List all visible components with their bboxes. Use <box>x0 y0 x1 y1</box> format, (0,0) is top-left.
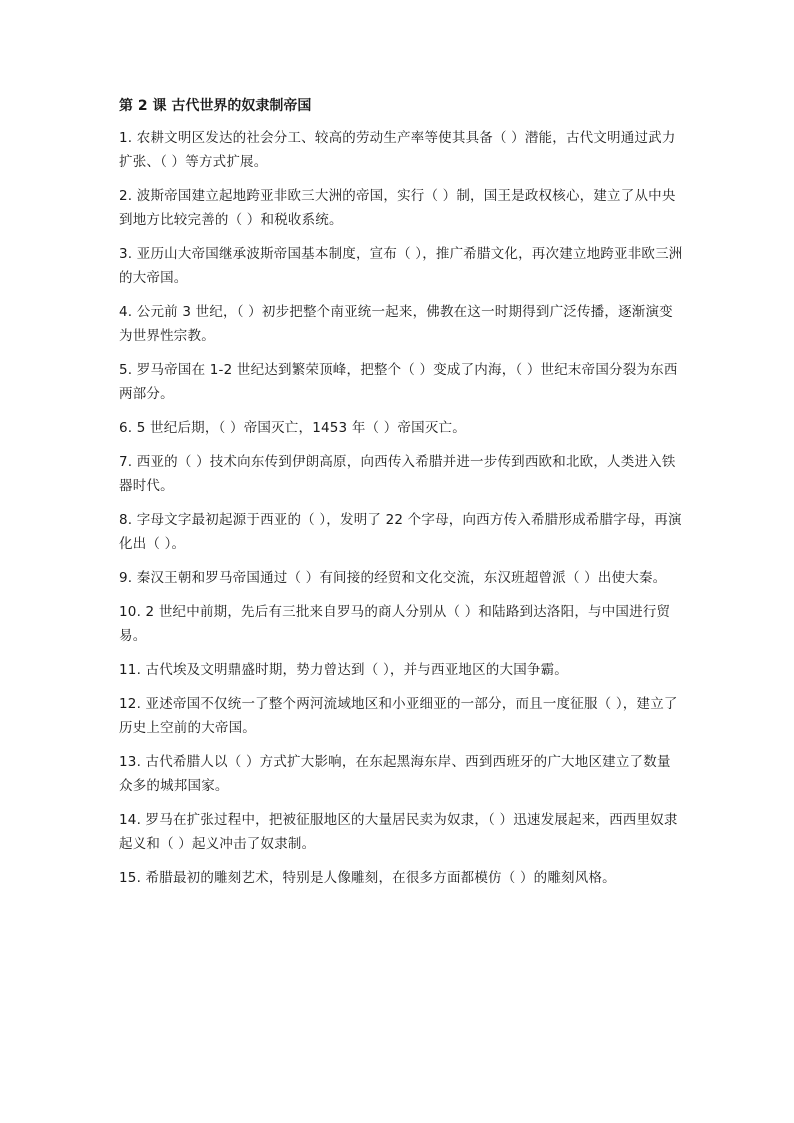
lesson-title: 第 2 课 古代世界的奴隶制帝国 <box>119 98 312 114</box>
question-7: 7. 西亚的（ ）技术向东传到伊朗高原，向西传入希腊并进一步传到西欧和北欧，人类进入铁器时代。 <box>119 454 676 494</box>
question-12: 12. 亚述帝国不仅统一了整个两河流域地区和小亚细亚的一部分，而且一度征服（ ），建立了历史上空前的大帝国。 <box>119 696 678 736</box>
question-4: 4. 公元前 3 世纪，（ ）初步把整个南亚统一起来，佛教在这一时期得到广泛传播，逐渐演变为世界性宗教。 <box>119 304 673 344</box>
question-8: 8. 字母文字最初起源于西亚的（ ），发明了 22 个字母，向西方传入希腊形成希腊字母，再演化出（ ）。 <box>119 512 682 552</box>
document-body <box>119 96 684 900</box>
question-9: 9. 秦汉王朝和罗马帝国通过（ ）有间接的经贸和文化交流，东汉班超曾派（ ）出使大秦。 <box>119 570 667 586</box>
question-15: 15. 希腊最初的雕刻艺术，特别是人像雕刻，在很多方面都模仿（ ）的雕刻风格。 <box>119 870 616 886</box>
question-10: 10. 2 世纪中前期，先后有三批来自罗马的商人分别从（ ）和陆路到达洛阳，与中国进行贸易。 <box>119 604 671 644</box>
question-6: 6. 5 世纪后期，（ ）帝国灭亡，1453 年（ ）帝国灭亡。 <box>119 420 466 436</box>
question-14: 14. 罗马在扩张过程中，把被征服地区的大量居民卖为奴隶，（ ）迅速发展起来，西西里奴隶起义和（ ）起义冲击了奴隶制。 <box>119 812 678 852</box>
question-13: 13. 古代希腊人以（ ）方式扩大影响，在东起黑海东岸、西到西班牙的广大地区建立了数量众多的城邦国家。 <box>119 754 671 794</box>
question-3: 3. 亚历山大帝国继承波斯帝国基本制度，宣布（ ），推广希腊文化，再次建立地跨亚非欧三洲的大帝国。 <box>119 246 683 286</box>
question-5: 5. 罗马帝国在 1-2 世纪达到繁荣顶峰，把整个（ ）变成了内海，（ ）世纪末帝国分裂为东西两部分。 <box>119 362 678 402</box>
question-2: 2. 波斯帝国建立起地跨亚非欧三大洲的帝国，实行（ ）制，国王是政权核心，建立了从中央到地方比较完善的（ ）和税收系统。 <box>119 188 676 228</box>
question-11: 11. 古代埃及文明鼎盛时期，势力曾达到（ ），并与西亚地区的大国争霸。 <box>119 662 569 678</box>
question-1: 1. 农耕文明区发达的社会分工、较高的劳动生产率等使其具备（ ）潜能，古代文明通过武力扩张、（ ）等方式扩展。 <box>119 130 676 170</box>
